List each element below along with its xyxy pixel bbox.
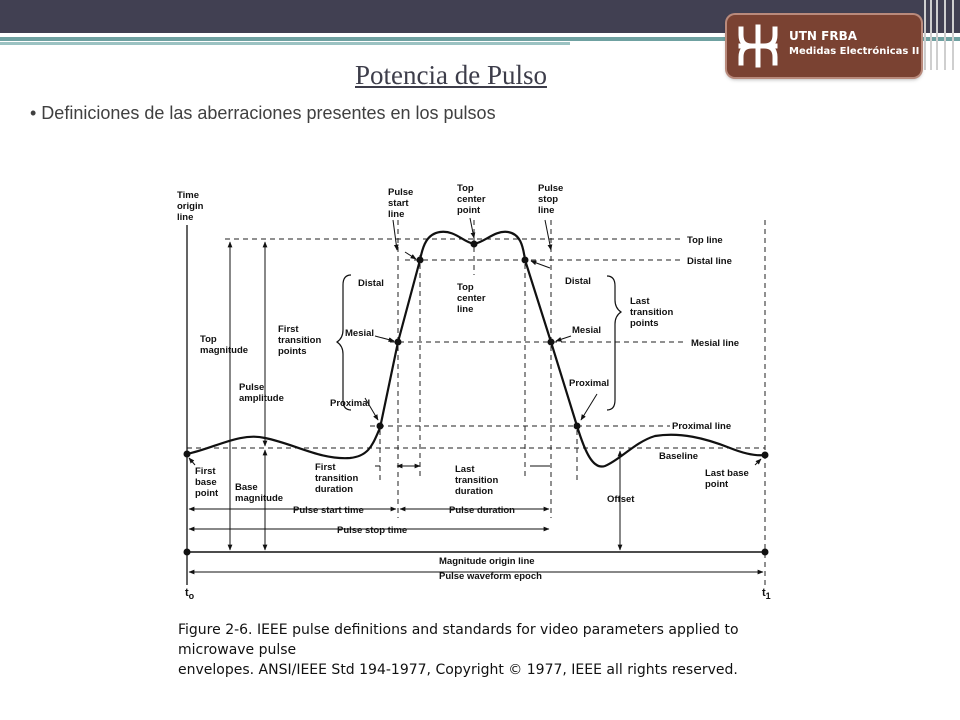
label-last-base-point: Last base point: [705, 468, 749, 490]
label-proximal-line: Proximal line: [672, 421, 732, 432]
label-magnitude-origin-line: Magnitude origin line: [439, 556, 535, 567]
first-transition-brace: [337, 275, 351, 410]
pulse-definition-figure: [165, 160, 801, 660]
logo-title: UTN FRBA: [789, 29, 858, 43]
label-base-magnitude: Base magnitude: [235, 482, 284, 504]
label-mesial-line: Mesial line: [691, 338, 740, 349]
figure-caption: [178, 620, 818, 680]
label-proximal-left: Proximal: [330, 398, 371, 409]
label-top-line: Top line: [687, 235, 723, 246]
caption-line-2: envelopes. ANSI/IEEE Std 194-1977, Copyright © 1977, IEEE all rights reserved.: [178, 662, 738, 678]
bullet-text: • Definiciones de las aberraciones presentes en los pulsos: [30, 103, 496, 123]
utn-emblem-icon: [735, 23, 781, 69]
label-time-origin-line: Time origin line: [177, 190, 204, 223]
label-top-magnitude: Top magnitude: [200, 334, 249, 356]
label-first-base-point: First base point: [195, 466, 219, 499]
label-pulse-start-time: Pulse start time: [293, 505, 364, 516]
decorative-stripes: [920, 0, 960, 70]
label-pulse-stop-line: Pulse stop line: [538, 183, 564, 216]
label-proximal-right: Proximal: [569, 378, 610, 389]
label-mesial-right: Mesial: [572, 325, 602, 336]
label-t1: $t_1$: [762, 587, 771, 601]
label-pulse-waveform-epoch: Pulse waveform epoch: [439, 571, 542, 582]
label-top-center-point: Top center point: [457, 183, 486, 216]
label-first-transition-duration: First transition duration: [315, 462, 359, 495]
last-transition-brace: [607, 276, 621, 410]
label-top-center-line: Top center line: [457, 282, 486, 315]
utn-logo: [727, 15, 921, 77]
accent-line-secondary: [0, 42, 570, 45]
label-pulse-duration: Pulse duration: [449, 505, 515, 516]
caption-line-1: Figure 2-6. IEEE pulse definitions and standards for video parameters applied to microwave pulse: [178, 622, 739, 658]
pulse-diagram-svg: [165, 160, 801, 620]
label-last-transition-points: Last transition points: [630, 296, 674, 329]
logo-subtitle: Medidas Electrónicas II: [789, 46, 920, 57]
label-distal-right: Distal: [565, 276, 591, 287]
label-pulse-start-line: Pulse start line: [388, 187, 414, 220]
label-offset: Offset: [607, 494, 635, 505]
page-title: Potencia de Pulso: [355, 60, 547, 90]
label-distal-line: Distal line: [687, 256, 732, 267]
label-pulse-stop-time: Pulse stop time: [337, 525, 408, 536]
label-pulse-amplitude: Pulse amplitude: [239, 382, 284, 404]
label-first-transition-points: First transition points: [278, 324, 322, 357]
label-last-transition-duration: Last transition duration: [455, 464, 499, 497]
label-distal-left: Distal: [358, 278, 384, 289]
label-t0: $t_o$: [185, 587, 195, 601]
label-mesial-left: Mesial: [345, 328, 375, 339]
label-baseline: Baseline: [659, 451, 699, 462]
